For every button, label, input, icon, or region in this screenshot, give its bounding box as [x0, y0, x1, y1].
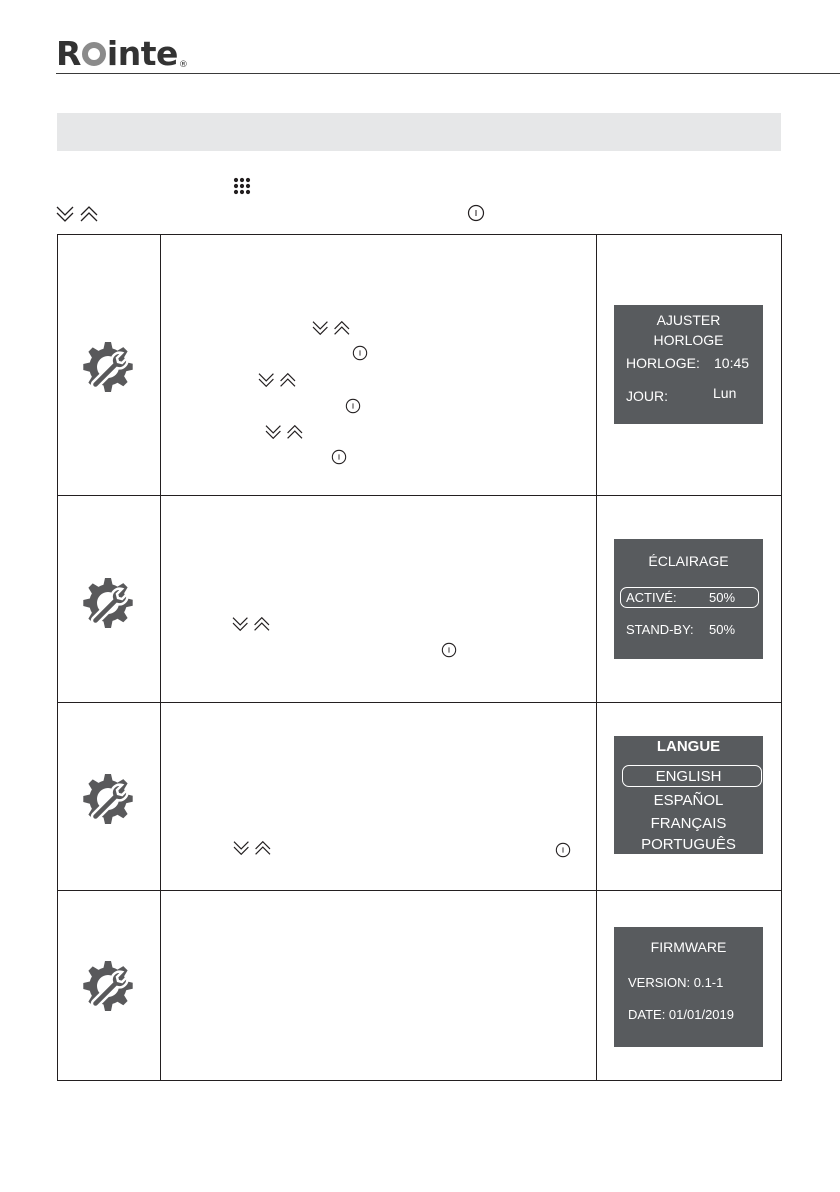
language-option: FRANÇAIS	[650, 815, 727, 832]
chevrons-down-up-icon	[231, 615, 271, 633]
screen-title: HORLOGE	[653, 332, 724, 348]
brand-logo	[56, 34, 187, 74]
language-option: PORTUGUÊS	[641, 836, 736, 853]
language-option: ENGLISH	[655, 768, 722, 785]
active-label: ACTIVÉ:	[626, 590, 677, 605]
grid-dots-icon	[233, 177, 251, 195]
firmware-date: DATE: 01/01/2019	[628, 1007, 734, 1022]
table-row-language	[58, 703, 781, 891]
active-value: 50%	[709, 590, 736, 605]
header-divider	[56, 73, 840, 74]
chevrons-down-up-icon	[232, 839, 272, 857]
chevrons-down-up-icon	[264, 423, 304, 441]
logo-o-ring	[82, 42, 106, 66]
table-row-lighting	[58, 496, 781, 703]
lcd-screen-clock	[614, 305, 763, 424]
standby-value: 50%	[709, 622, 736, 637]
screen-title: ÉCLAIRAGE	[648, 553, 729, 569]
firmware-version: VERSION: 0.1-1	[628, 975, 724, 990]
table-row-clock	[58, 235, 781, 496]
day-value: Lun	[713, 385, 737, 401]
ok-button-icon	[467, 204, 485, 222]
ok-button-icon	[352, 345, 368, 361]
clock-label: HORLOGE:	[626, 355, 700, 371]
screen-title: FIRMWARE	[650, 939, 727, 955]
table-row-firmware	[58, 891, 781, 1081]
section-title-bar	[57, 113, 781, 151]
language-option: ESPAÑOL	[653, 792, 724, 809]
clock-value: 10:45	[714, 355, 750, 371]
logo-letter-r: R	[56, 34, 81, 73]
ok-button-icon	[555, 842, 571, 858]
screen-title: LANGUE	[656, 738, 721, 755]
ok-button-icon	[441, 642, 457, 658]
chevrons-down-up-icon	[311, 319, 351, 337]
lcd-screen-language	[614, 736, 763, 854]
standby-label: STAND-BY:	[626, 622, 694, 637]
chevrons-down-up-icon	[257, 371, 297, 389]
gear-wrench-icon	[79, 957, 137, 1015]
screen-title: AJUSTER	[656, 312, 721, 328]
logo-letters-inte: inte	[106, 34, 178, 73]
ok-button-icon	[331, 449, 347, 465]
settings-table	[57, 234, 782, 1081]
lcd-screen-lighting	[614, 539, 763, 659]
gear-wrench-icon	[79, 574, 137, 632]
registered-mark: ®	[178, 60, 188, 70]
gear-wrench-icon	[79, 770, 137, 828]
chevrons-down-up-icon	[55, 204, 99, 224]
lcd-screen-firmware	[614, 927, 763, 1047]
ok-button-icon	[345, 398, 361, 414]
day-label: JOUR:	[626, 388, 668, 404]
gear-wrench-icon	[79, 338, 137, 396]
